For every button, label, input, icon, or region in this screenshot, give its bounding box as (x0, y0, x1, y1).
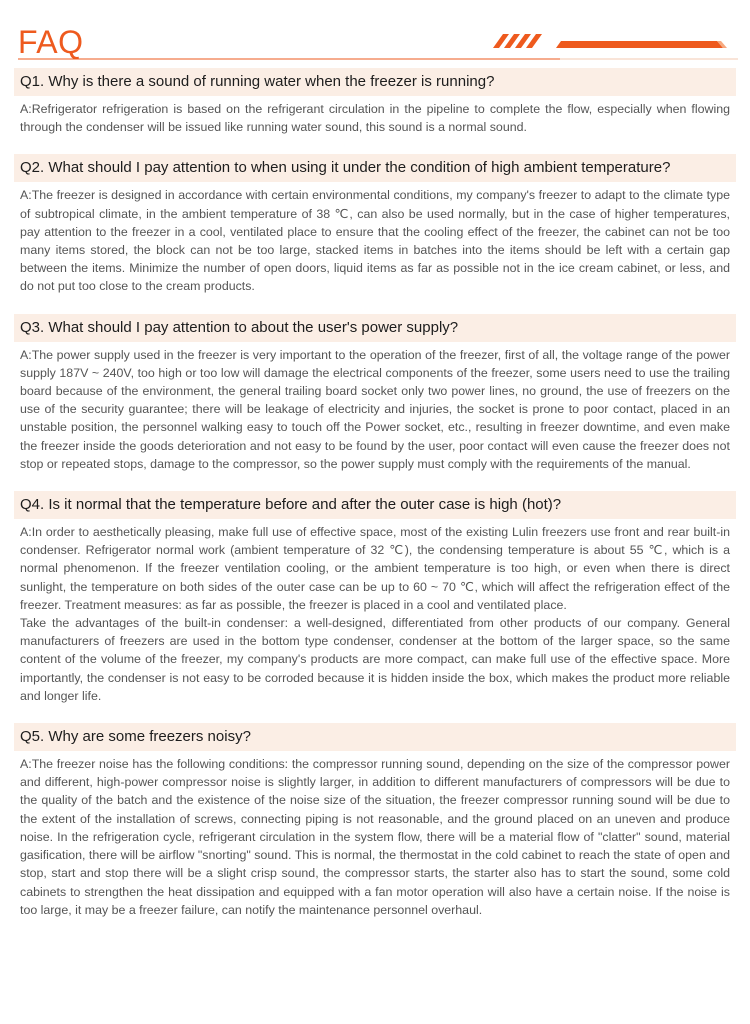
faq-question: Q5. Why are some freezers noisy? (14, 723, 736, 751)
faq-answer (14, 519, 736, 711)
page-title: FAQ (18, 24, 84, 60)
faq-header (0, 0, 750, 62)
faq-item-q2 (14, 154, 736, 301)
faq-question: Q1. Why is there a sound of running water when the freezer is running? (14, 68, 736, 96)
faq-answer: A:The freezer is designed in accordance with certain environmental conditions, my company's freezer to adapt to the climate type of subtropical climate, in the ambient temperature of 38 ℃, can also be used normally, but in the case of higher temperatures, pay attention to the freezer in a cool, ventilated place to ensure that the cooling effect of the freezer, the cabinet can not be too many items stored, the block can not be too large, stacked items in batches into the items should be left with a certain gap between the items. Minimize the number of open doors, liquid items as far as possible not in the ice cream cabinet, or less, and do not put too close to the cream products. (20, 188, 730, 294)
faq-item-q5 (14, 723, 736, 925)
faq-answer: A:Refrigerator refrigeration is based on the refrigerant circulation in the pipeline to complete the flow, especially when flowing through the condenser will be issued like running water sound, this sound is a normal sound. (20, 102, 730, 135)
decorative-stripes-icon (493, 34, 542, 48)
faq-list (14, 68, 736, 925)
faq-item-q3 (14, 314, 736, 479)
decorative-arrow-bar (556, 41, 723, 48)
faq-answer-paragraph: Take the advantages of the built-in condenser: a well-designed, differentiated from other products of our company. General manufacturers of freezers are used in the bottom type condenser, condenser at the bottom of the larger space, so the same content of the volume of the freezer, my company's products are more compact, can make full use of the effective space. More importantly, the condenser is not easy to be corroded because it is hidden inside the box, which makes the product more reliable and longer life. (20, 616, 730, 703)
faq-question: Q4. Is it normal that the temperature before and after the outer case is high (hot)? (14, 491, 736, 519)
faq-item-q1 (14, 68, 736, 142)
faq-answer-paragraph: A:In order to aesthetically pleasing, make full use of effective space, most of the existing Lulin freezers use front and rear built-in condenser. Refrigerator normal work (ambient temperature of 32 ℃), the condensing temperature is about 55 ℃, which is a normal phenomenon. If the freezer ventilation cooling, or the ambient temperature is too high, or even when there is direct sunlight, the temperature on both sides of the outer case can be up to 60 ~ 70 ℃, which will affect the refrigeration effect of the freezer. Treatment measures: as far as possible, the freezer is placed in a cool and ventilated place. (20, 525, 730, 612)
faq-question: Q2. What should I pay attention to when using it under the condition of high ambient temperature? (14, 154, 736, 182)
faq-item-q4 (14, 491, 736, 711)
faq-answer: A:The freezer noise has the following conditions: the compressor running sound, depending on the size of the compressor power and different, high-power compressor noise is slightly larger, in addition to different manufacturers of compressors will be due to the quality of the batch and the existence of the noise size of the situation, the freezer compressor running sound will be due to the extent of the installation of screws, connecting piping is not reasonable, and the ground placed on an uneven and produce noise. In the refrigeration cycle, refrigerant circulation in the system flow, there will be a material flow of "clatter" sound, material gasification, there will be airflow "snorting" sound. This is normal, the thermostat in the cold cabinet to reach the state of open and stop, start and stop there will be a slight crisp sound, the compressor starts, the starter also has to start the sound, some cold cabinets to strengthen the heat dissipation and equipped with a fan motor operation will also have a certain noise. If the noise is too large, it may be a freezer failure, can notify the maintenance personnel overhaul. (20, 757, 730, 917)
faq-answer: A:The power supply used in the freezer is very important to the operation of the freezer, first of all, the voltage range of the power supply 187V ~ 240V, too high or too low will damage the electrical components of the freezer, some users need to use the trailing board because of the environment, the general trailing board socket only two power lines, no ground, the use of freezers on the use of the security guarantee; there will be leakage of electricity and injuries, the socket is prone to poor contact, placed in an unstable position, the personnel walking easy to touch off the Power socket, etc., resulting in freezer downtime, and even make the freezer inside the goods deterioration and not easy to be found by the user, poor contact will even cause the freezer does not stop or repeated stops, damage to the compressor, so the power supply must comply with the requirements of the manual. (20, 347, 730, 471)
header-decoration (0, 0, 750, 62)
faq-question: Q3. What should I pay attention to about the user's power supply? (14, 314, 736, 342)
